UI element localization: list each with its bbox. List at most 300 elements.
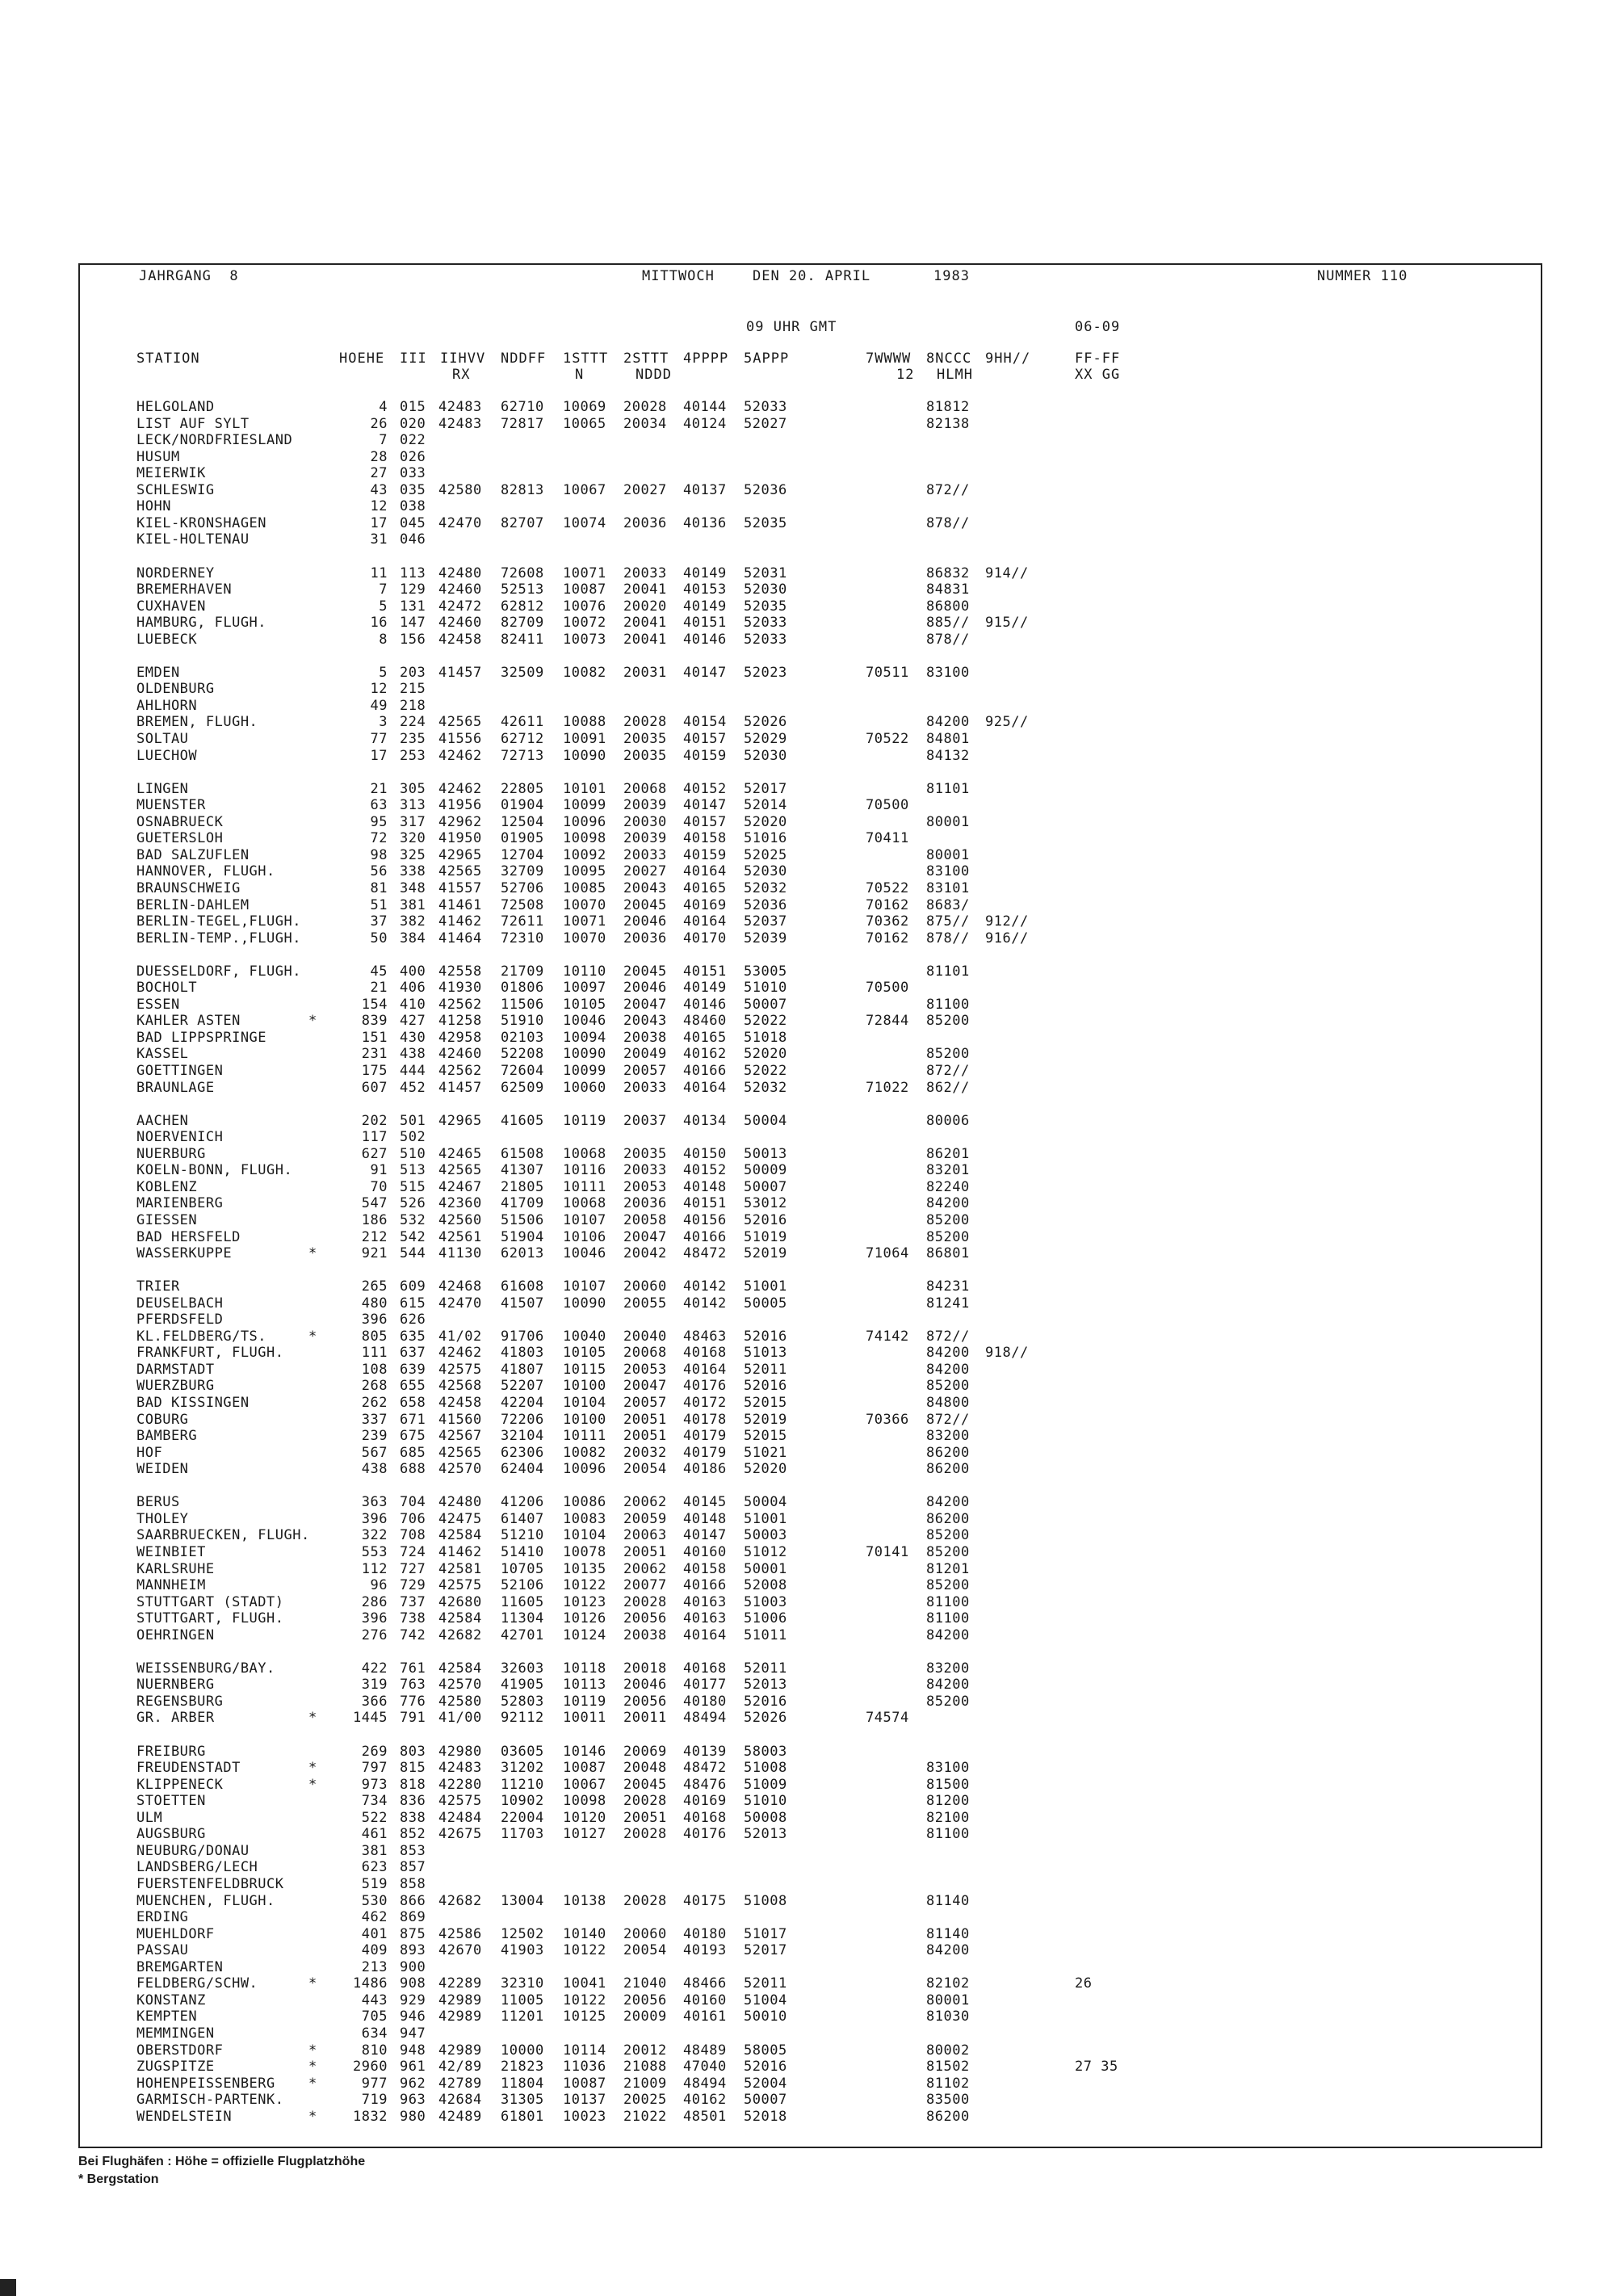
group-2sttt: 20060 [623,1925,667,1942]
group-4pppp: 40176 [683,1826,727,1843]
group-8nccc: 84200 [926,1677,970,1694]
group-iihvv: 42584 [438,1610,482,1627]
group-nddff: 01806 [501,980,544,997]
station-id: 526 [400,1195,426,1212]
station-height: 734 [361,1793,388,1810]
station-name: LUEBECK [136,631,198,648]
station-name: STUTTGART (STADT) [136,1593,284,1610]
station-height: 11 [370,565,388,581]
group-4pppp: 40180 [683,1693,727,1710]
station-id: 022 [400,432,426,449]
group-8nccc: 80001 [926,813,970,830]
group-1sttt: 10101 [563,780,606,797]
group-nddff: 62509 [501,1079,544,1096]
group-iihvv: 41130 [438,1245,482,1261]
station-height: 175 [361,1063,388,1079]
station-name: HOF [136,1444,163,1461]
station-name: LIST AUF SYLT [136,415,250,432]
station-name: SAARBRUECKEN, FLUGH. [136,1527,310,1544]
group-8nccc: 84200 [926,1494,970,1511]
group-nddff: 52706 [501,879,544,896]
group-8nccc: 83200 [926,1428,970,1445]
group-5appp: 58005 [744,2042,787,2059]
group-4pppp: 40158 [683,830,727,847]
group-8nccc: 85200 [926,1577,970,1593]
group-2sttt: 20057 [623,1063,667,1079]
group-iihvv: 42670 [438,1942,482,1959]
group-nddff: 51210 [501,1527,544,1544]
group-7wwww: 70522 [866,879,909,896]
group-5appp: 51021 [744,1444,787,1461]
group-5appp: 51003 [744,1593,787,1610]
group-4pppp: 40179 [683,1428,727,1445]
group-5appp: 52035 [744,514,787,531]
group-8nccc: 84200 [926,1361,970,1378]
group-nddff: 42701 [501,1627,544,1643]
station-name: KONSTANZ [136,1992,206,2008]
group-8nccc: 84800 [926,1395,970,1411]
group-2sttt: 20068 [623,1345,667,1362]
group-4pppp: 40162 [683,2092,727,2109]
group-8nccc: 82102 [926,1975,970,1992]
station-height: 63 [370,797,388,814]
group-5appp: 52019 [744,1245,787,1261]
station-name: FELDBERG/SCHW. [136,1975,258,1992]
group-iihvv: 42581 [438,1560,482,1577]
group-8nccc: 86832 [926,565,970,581]
group-4pppp: 48494 [683,1710,727,1727]
station-id: 948 [400,2042,426,2059]
group-1sttt: 10111 [563,1178,606,1195]
station-id: 946 [400,2008,426,2025]
group-5appp: 52004 [744,2075,787,2092]
group-8nccc: 8683/ [926,896,970,913]
station-name: BREMEN, FLUGH. [136,714,258,731]
station-id: 858 [400,1875,426,1892]
group-iihvv: 42465 [438,1145,482,1162]
station-name: OEHRINGEN [136,1627,215,1643]
station-height: 623 [361,1859,388,1876]
station-name: WEINBIET [136,1543,206,1560]
group-5appp: 50007 [744,996,787,1013]
col-station: STATION [136,350,200,367]
station-height: 797 [361,1760,388,1777]
group-1sttt: 10070 [563,896,606,913]
group-4pppp: 40178 [683,1411,727,1428]
col-4pppp: 4PPPP [683,350,729,367]
group-4pppp: 40193 [683,1942,727,1959]
station-id: 317 [400,813,426,830]
station-height: 12 [370,498,388,515]
group-nddff: 12502 [501,1925,544,1942]
station-name: HUSUM [136,448,180,465]
group-1sttt: 10098 [563,830,606,847]
station-id: 502 [400,1129,426,1146]
group-2sttt: 20035 [623,747,667,764]
group-iihvv: 41930 [438,980,482,997]
station-height: 396 [361,1510,388,1527]
station-height: 363 [361,1494,388,1511]
group-5appp: 51019 [744,1228,787,1245]
group-iihvv: 42682 [438,1892,482,1909]
station-id: 544 [400,1245,426,1261]
group-4pppp: 40148 [683,1510,727,1527]
station-height: 56 [370,863,388,880]
group-8nccc: 84200 [926,1627,970,1643]
station-name: PASSAU [136,1942,189,1959]
group-5appp: 52020 [744,1046,787,1063]
group-8nccc: 84200 [926,1942,970,1959]
group-9hh: 916// [985,930,1029,947]
station-id: 203 [400,664,426,681]
group-4pppp: 40146 [683,996,727,1013]
group-5appp: 52031 [744,565,787,581]
group-iihvv: 42989 [438,1992,482,2008]
group-8nccc: 85200 [926,1543,970,1560]
station-id: 113 [400,565,426,581]
group-8nccc: 84200 [926,1345,970,1362]
group-1sttt: 10067 [563,1776,606,1793]
group-iihvv: 42360 [438,1195,482,1212]
group-2sttt: 20038 [623,1029,667,1046]
station-height: 319 [361,1677,388,1694]
group-nddff: 01904 [501,797,544,814]
group-iihvv: 42470 [438,514,482,531]
group-5appp: 52025 [744,846,787,863]
group-5appp: 52011 [744,1975,787,1992]
group-nddff: 12704 [501,846,544,863]
scan-edge-mark [0,2279,16,2296]
group-nddff: 61407 [501,1510,544,1527]
group-nddff: 92112 [501,1710,544,1727]
station-name: OSNABRUECK [136,813,224,830]
group-nddff: 11804 [501,2075,544,2092]
group-8nccc: 85200 [926,1211,970,1228]
col-8nccc-sub: HLMH [937,367,973,383]
group-1sttt: 10100 [563,1378,606,1395]
station-name: BERLIN-DAHLEM [136,896,250,913]
time-range: 06-09 [1075,319,1121,335]
group-1sttt: 10094 [563,1029,606,1046]
group-nddff: 42611 [501,714,544,731]
station-name: KIEL-KRONSHAGEN [136,514,267,531]
group-nddff: 11201 [501,2008,544,2025]
group-nddff: 72611 [501,913,544,930]
group-5appp: 52016 [744,1378,787,1395]
group-5appp: 52011 [744,1361,787,1378]
station-name: WEISSENBURG/BAY. [136,1660,275,1677]
group-4pppp: 40166 [683,1063,727,1079]
group-8nccc: 81030 [926,2008,970,2025]
group-iihvv: 42684 [438,2092,482,2109]
group-8nccc: 81241 [926,1295,970,1312]
group-4pppp: 40153 [683,581,727,598]
station-id: 427 [400,1013,426,1030]
group-1sttt: 10116 [563,1162,606,1179]
group-8nccc: 84801 [926,731,970,747]
group-2sttt: 20046 [623,913,667,930]
group-iihvv: 42568 [438,1378,482,1395]
group-1sttt: 10138 [563,1892,606,1909]
group-5appp: 52035 [744,598,787,615]
station-height: 462 [361,1909,388,1925]
station-id: 836 [400,1793,426,1810]
group-nddff: 32709 [501,863,544,880]
station-id: 635 [400,1328,426,1345]
group-1sttt: 10123 [563,1593,606,1610]
group-2sttt: 20051 [623,1543,667,1560]
group-4pppp: 40149 [683,980,727,997]
group-nddff: 41709 [501,1195,544,1212]
group-1sttt: 10124 [563,1627,606,1643]
group-nddff: 10902 [501,1793,544,1810]
station-height: 239 [361,1428,388,1445]
station-height: 16 [370,615,388,632]
group-nddff: 61608 [501,1278,544,1295]
group-1sttt: 10087 [563,581,606,598]
group-2sttt: 20035 [623,731,667,747]
station-height: 7 [379,432,388,449]
station-name: GOETTINGEN [136,1063,224,1079]
station-name: DEUSELBACH [136,1295,224,1312]
group-nddff: 11005 [501,1992,544,2008]
station-height: 401 [361,1925,388,1942]
group-2sttt: 20056 [623,1610,667,1627]
group-nddff: 51506 [501,1211,544,1228]
group-1sttt: 10088 [563,714,606,731]
station-id: 737 [400,1593,426,1610]
station-name: GIESSEN [136,1211,198,1228]
group-iihvv: 42480 [438,565,482,581]
station-id: 542 [400,1228,426,1245]
group-2sttt: 20035 [623,1145,667,1162]
station-height: 567 [361,1444,388,1461]
station-height: 49 [370,697,388,714]
group-nddff: 11703 [501,1826,544,1843]
station-id: 131 [400,598,426,615]
group-4pppp: 48501 [683,2108,727,2125]
mountain-marker: * [308,2108,317,2125]
group-7wwww: 70500 [866,980,909,997]
group-iihvv: 42484 [438,1809,482,1826]
station-name: REGENSBURG [136,1693,224,1710]
group-8nccc: 82100 [926,1809,970,1826]
group-4pppp: 40168 [683,1345,727,1362]
group-iihvv: 42565 [438,1162,482,1179]
station-name: NUERBURG [136,1145,206,1162]
group-iihvv: 42575 [438,1577,482,1593]
group-1sttt: 10082 [563,664,606,681]
group-4pppp: 40145 [683,1494,727,1511]
group-iihvv: 42570 [438,1461,482,1478]
group-4pppp: 40164 [683,1079,727,1096]
group-iihvv: 42483 [438,1760,482,1777]
group-8nccc: 85200 [926,1013,970,1030]
group-8nccc: 83101 [926,879,970,896]
group-8nccc: 86800 [926,598,970,615]
group-2sttt: 20077 [623,1577,667,1593]
station-height: 231 [361,1046,388,1063]
jahrgang: JAHRGANG 8 [139,268,239,284]
station-height: 977 [361,2075,388,2092]
station-id: 235 [400,731,426,747]
station-id: 325 [400,846,426,863]
station-id: 382 [400,913,426,930]
group-4pppp: 40165 [683,879,727,896]
group-7wwww: 70522 [866,731,909,747]
group-nddff: 31202 [501,1760,544,1777]
group-2sttt: 20033 [623,846,667,863]
group-2sttt: 21009 [623,2075,667,2092]
group-5appp: 52026 [744,714,787,731]
station-height: 108 [361,1361,388,1378]
group-8nccc: 81100 [926,1593,970,1610]
group-5appp: 52029 [744,731,787,747]
group-8nccc: 81140 [926,1892,970,1909]
group-8nccc: 878// [926,631,970,648]
group-2sttt: 20036 [623,514,667,531]
group-1sttt: 10023 [563,2108,606,2125]
footnote-mountain-station: * Bergstation [78,2172,159,2186]
group-1sttt: 10074 [563,514,606,531]
station-height: 322 [361,1527,388,1544]
group-5appp: 52023 [744,664,787,681]
group-1sttt: 10090 [563,1046,606,1063]
station-name: STOETTEN [136,1793,206,1810]
station-id: 708 [400,1527,426,1544]
group-1sttt: 10071 [563,565,606,581]
station-height: 1445 [353,1710,388,1727]
col-ff-ff: FF-FF [1075,350,1121,367]
station-id: 852 [400,1826,426,1843]
group-8nccc: 86801 [926,1245,970,1261]
group-2sttt: 20047 [623,1228,667,1245]
station-id: 515 [400,1178,426,1195]
group-nddff: 41307 [501,1162,544,1179]
group-2sttt: 20036 [623,1195,667,1212]
station-height: 95 [370,813,388,830]
station-height: 461 [361,1826,388,1843]
group-1sttt: 10092 [563,846,606,863]
group-nddff: 62712 [501,731,544,747]
group-iihvv: 42562 [438,996,482,1013]
group-iihvv: 42458 [438,631,482,648]
station-name: KARLSRUHE [136,1560,215,1577]
group-4pppp: 48463 [683,1328,727,1345]
group-2sttt: 20046 [623,980,667,997]
group-nddff: 32509 [501,664,544,681]
group-nddff: 11210 [501,1776,544,1793]
group-1sttt: 10083 [563,1510,606,1527]
group-8nccc: 80001 [926,846,970,863]
station-name: WENDELSTEIN [136,2108,233,2125]
group-4pppp: 40139 [683,1743,727,1760]
group-1sttt: 10072 [563,615,606,632]
station-height: 117 [361,1129,388,1146]
group-iihvv: 42460 [438,581,482,598]
group-nddff: 21709 [501,963,544,980]
station-id: 962 [400,2075,426,2092]
group-5appp: 52014 [744,797,787,814]
group-4pppp: 40161 [683,2008,727,2025]
station-name: MANNHEIM [136,1577,206,1593]
group-1sttt: 10104 [563,1395,606,1411]
station-id: 320 [400,830,426,847]
group-nddff: 11304 [501,1610,544,1627]
group-8nccc: 82138 [926,415,970,432]
group-iihvv: 41/02 [438,1328,482,1345]
station-height: 268 [361,1378,388,1395]
group-4pppp: 48494 [683,2075,727,2092]
station-height: 276 [361,1627,388,1643]
station-name: KOBLENZ [136,1178,198,1195]
station-height: 50 [370,930,388,947]
group-4pppp: 40158 [683,1560,727,1577]
group-7wwww: 70362 [866,913,909,930]
group-2sttt: 20048 [623,1760,667,1777]
group-2sttt: 20043 [623,1013,667,1030]
group-8nccc: 81100 [926,996,970,1013]
group-nddff: 12504 [501,813,544,830]
station-name: MARIENBERG [136,1195,224,1212]
group-8nccc: 872// [926,481,970,498]
station-name: MEIERWIK [136,465,206,482]
group-7wwww: 70141 [866,1543,909,1560]
col-8nccc: 8NCCC [926,350,972,367]
group-iihvv: 41557 [438,879,482,896]
group-8nccc: 885// [926,615,970,632]
group-7wwww: 70511 [866,664,909,681]
station-name: BREMGARTEN [136,1958,224,1975]
group-1sttt: 10104 [563,1527,606,1544]
group-1sttt: 10069 [563,399,606,415]
group-1sttt: 10071 [563,913,606,930]
group-4pppp: 40148 [683,1178,727,1195]
group-1sttt: 10041 [563,1975,606,1992]
group-iihvv: 42565 [438,714,482,731]
station-height: 28 [370,448,388,465]
group-5appp: 52022 [744,1013,787,1030]
station-name: BAD SALZUFLEN [136,846,250,863]
group-8nccc: 85200 [926,1228,970,1245]
station-name: DUESSELDORF, FLUGH. [136,963,301,980]
group-2sttt: 20027 [623,481,667,498]
group-5appp: 51017 [744,1925,787,1942]
station-id: 675 [400,1428,426,1445]
station-height: 337 [361,1411,388,1428]
group-nddff: 91706 [501,1328,544,1345]
group-5appp: 51004 [744,1992,787,2008]
group-5appp: 58003 [744,1743,787,1760]
station-name: CUXHAVEN [136,598,206,615]
station-height: 409 [361,1942,388,1959]
col-9hh: 9HH// [985,350,1031,367]
group-1sttt: 10068 [563,1195,606,1212]
station-id: 688 [400,1461,426,1478]
group-iihvv: 42565 [438,863,482,880]
station-height: 112 [361,1560,388,1577]
footnote-airport-height: Bei Flughäfen : Höhe = offizielle Flugplatzhöhe [78,2155,366,2168]
group-iihvv: 42467 [438,1178,482,1195]
group-5appp: 52011 [744,1660,787,1677]
group-7wwww: 71064 [866,1245,909,1261]
station-name: PFERDSFELD [136,1312,224,1328]
station-name: WASSERKUPPE [136,1245,233,1261]
group-nddff: 32310 [501,1975,544,1992]
station-id: 685 [400,1444,426,1461]
group-5appp: 52017 [744,780,787,797]
group-8nccc: 81102 [926,2075,970,2092]
